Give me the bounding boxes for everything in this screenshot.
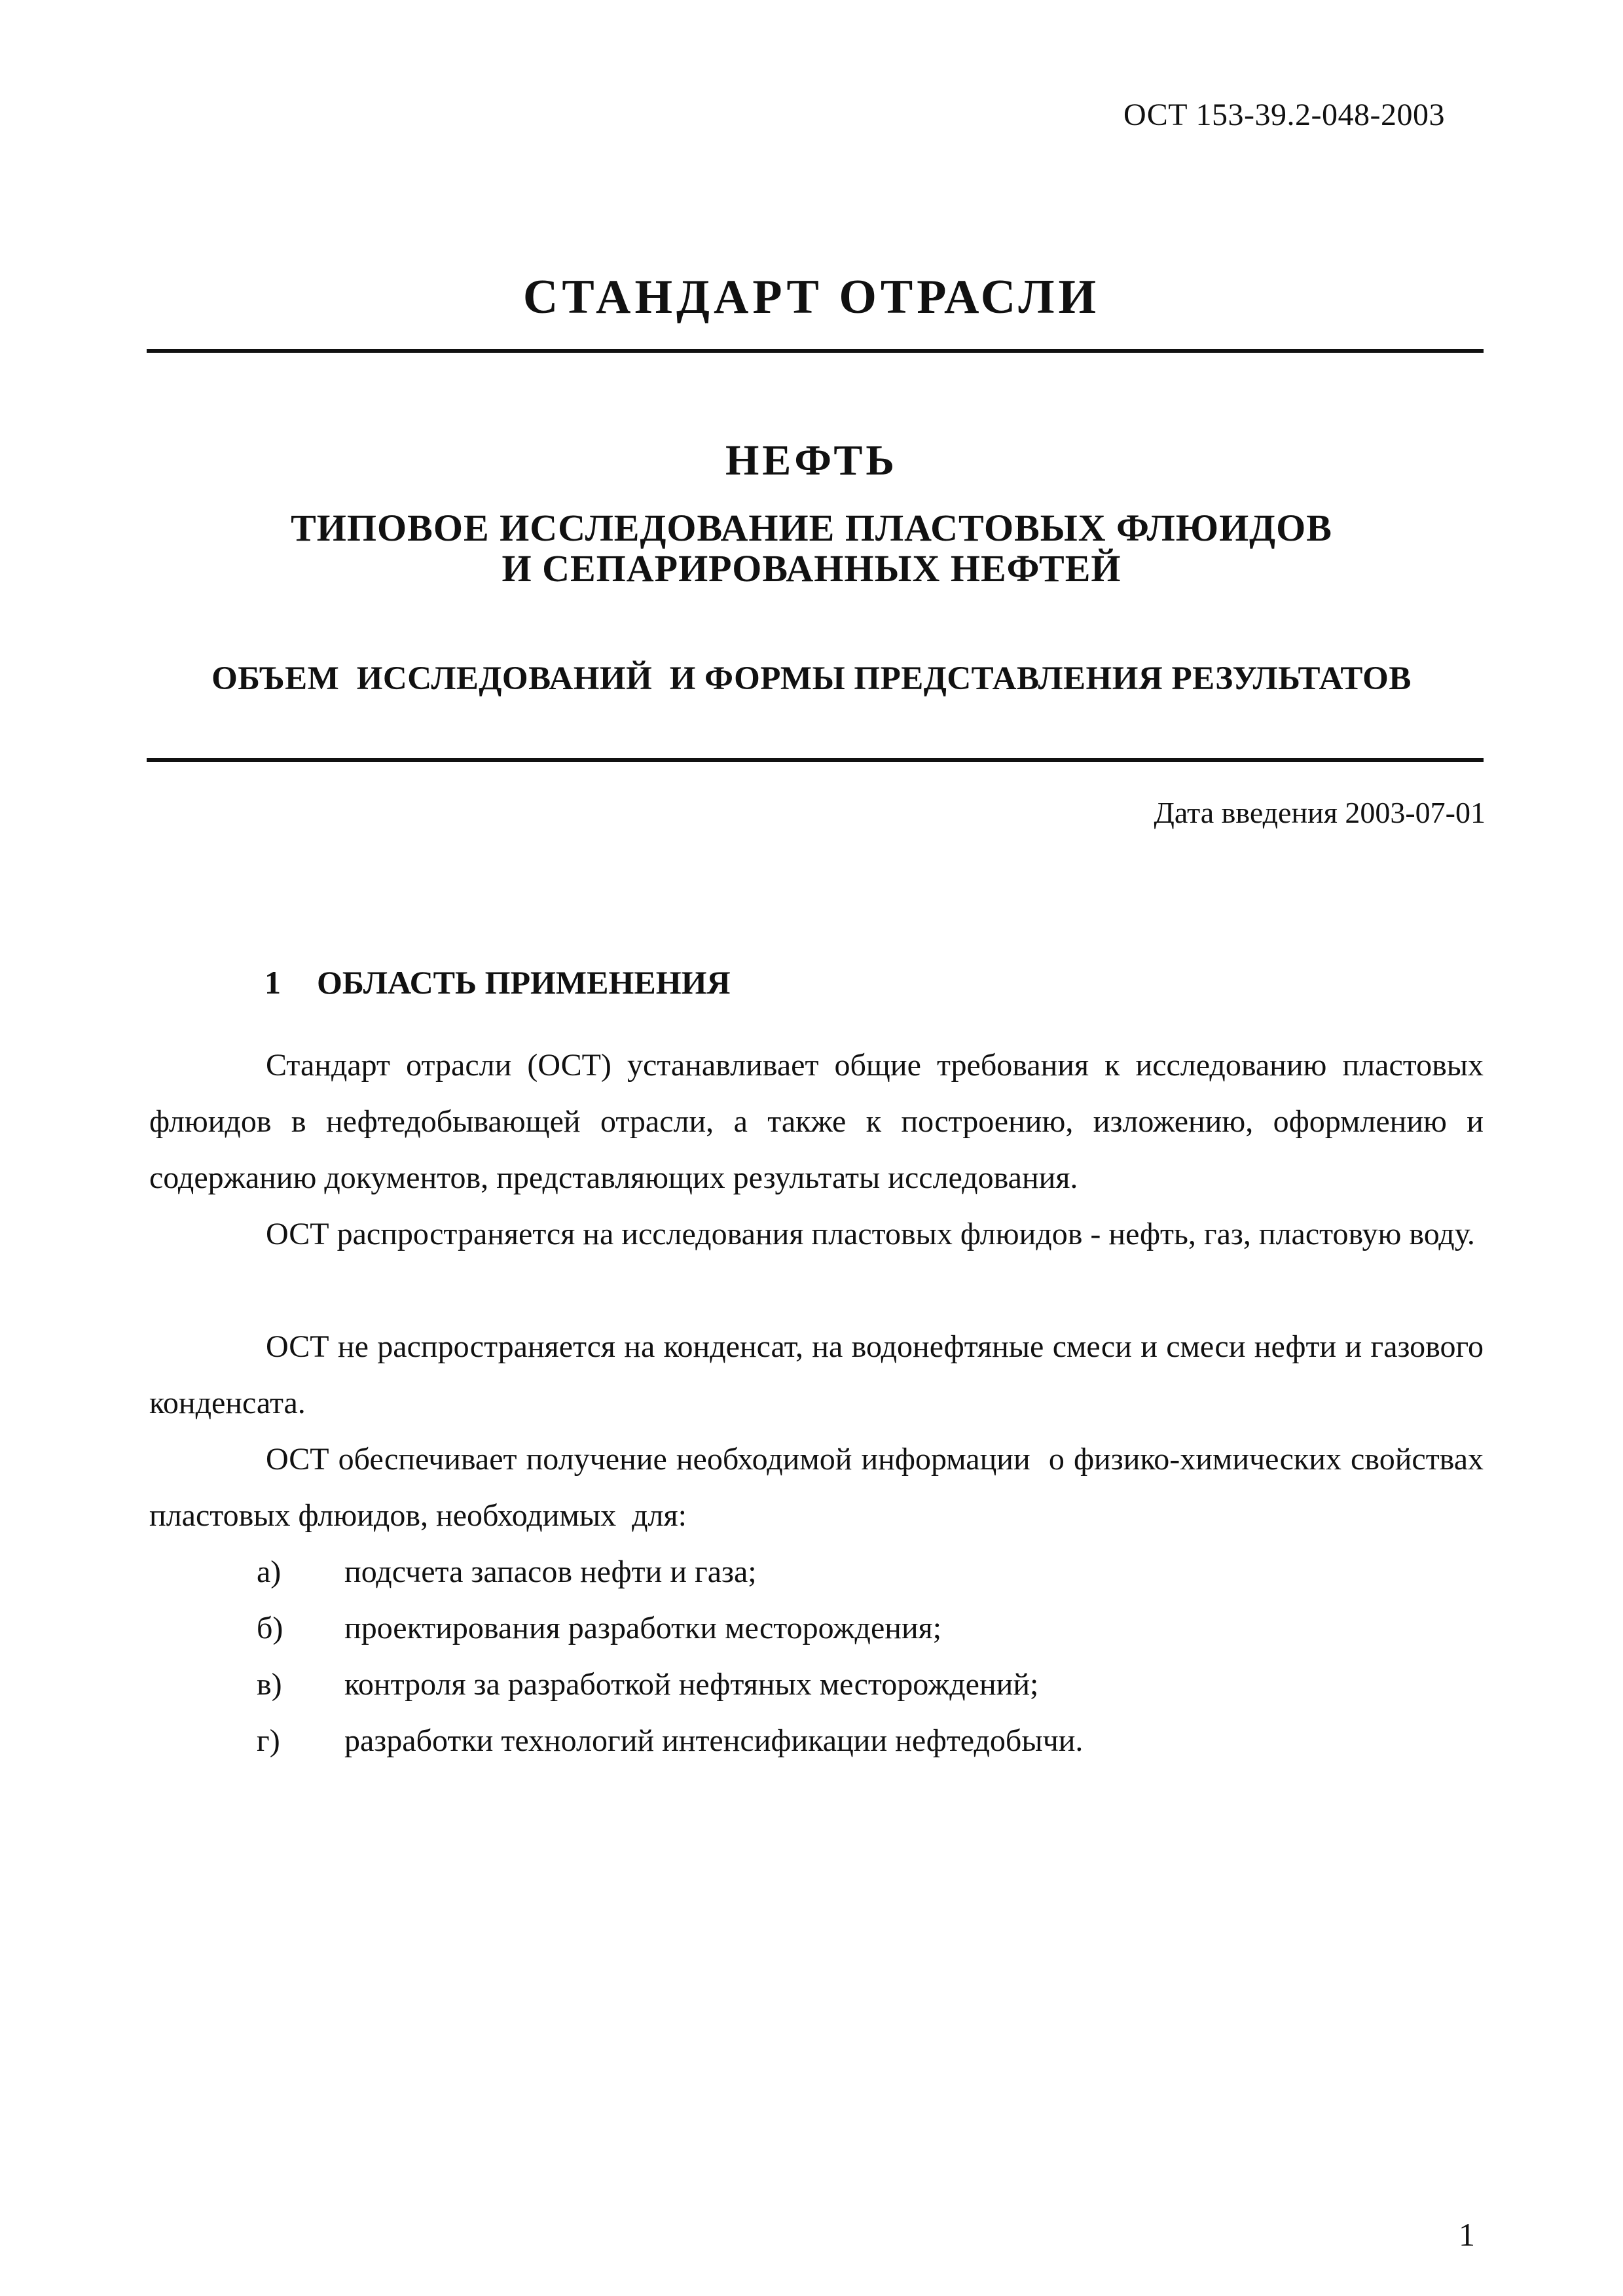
list-item-text: контроля за разработкой нефтяных месторождений; (344, 1667, 1039, 1702)
list-marker: г) (257, 1723, 280, 1758)
page-number: 1 (1459, 2216, 1475, 2253)
standard-title: СТАНДАРТ ОТРАСЛИ (522, 270, 1101, 324)
title-divider-bottom (147, 758, 1484, 762)
list-item (257, 1600, 1083, 1657)
list-item-text: разработки технологий интенсификации нефтедобычи. (344, 1723, 1084, 1758)
list-item (257, 1713, 1083, 1769)
document-scope-line: ОБЪЕМ ИССЛЕДОВАНИЙ И ФОРМЫ ПРЕДСТАВЛЕНИЯ РЕЗУЛЬТАТОВ (211, 660, 1412, 697)
list-item (257, 1544, 1083, 1600)
section-number: 1 (264, 964, 281, 1001)
list-marker: б) (257, 1611, 283, 1645)
list-item-text: подсчета запасов нефти и газа; (344, 1554, 757, 1589)
document-subject: НЕФТЬ (725, 437, 898, 484)
paragraph (149, 1431, 1491, 1544)
paragraph (149, 1037, 1484, 1206)
paragraph (149, 1206, 1484, 1263)
paragraph (149, 1319, 1484, 1431)
paragraph-text: ОСТ распространяется на исследования пластовых флюидов - нефть, газ, пластовую воду. (266, 1217, 1475, 1251)
document-subtitle-line-2: И СЕПАРИРОВАННЫХ НЕФТЕЙ (501, 547, 1122, 590)
list-item (257, 1657, 1083, 1713)
document-code: ОСТ 153-39.2-048-2003 (1123, 98, 1445, 132)
section-heading (264, 963, 731, 1001)
paragraph-text: Стандарт отрасли (ОСТ) устанавливает общие требования к исследованию пластовых флюидов в нефтедобывающей отрасли, а также к построению, изложению, оформлению и содержанию документов, представляющих результаты исследования. (149, 1048, 1484, 1195)
purpose-list (257, 1544, 1083, 1769)
paragraph-text: ОСТ не распространяется на конденсат, на водонефтяные смеси и смеси нефти и газового конденсата. (149, 1329, 1484, 1420)
introduction-date: Дата введения 2003-07-01 (1154, 796, 1486, 829)
list-marker: а) (257, 1554, 282, 1589)
list-item-text: проектирования разработки месторождения; (344, 1611, 942, 1645)
list-marker: в) (257, 1667, 282, 1702)
section-title: ОБЛАСТЬ ПРИМЕНЕНИЯ (317, 964, 731, 1001)
paragraph-text: ОСТ обеспечивает получение необходимой информации о физико-химических свойствах пластовых флюидов, необходимых для: (149, 1442, 1491, 1533)
document-subtitle-line-1: ТИПОВОЕ ИССЛЕДОВАНИЕ ПЛАСТОВЫХ ФЛЮИДОВ (291, 507, 1332, 549)
title-divider-top (147, 349, 1484, 353)
